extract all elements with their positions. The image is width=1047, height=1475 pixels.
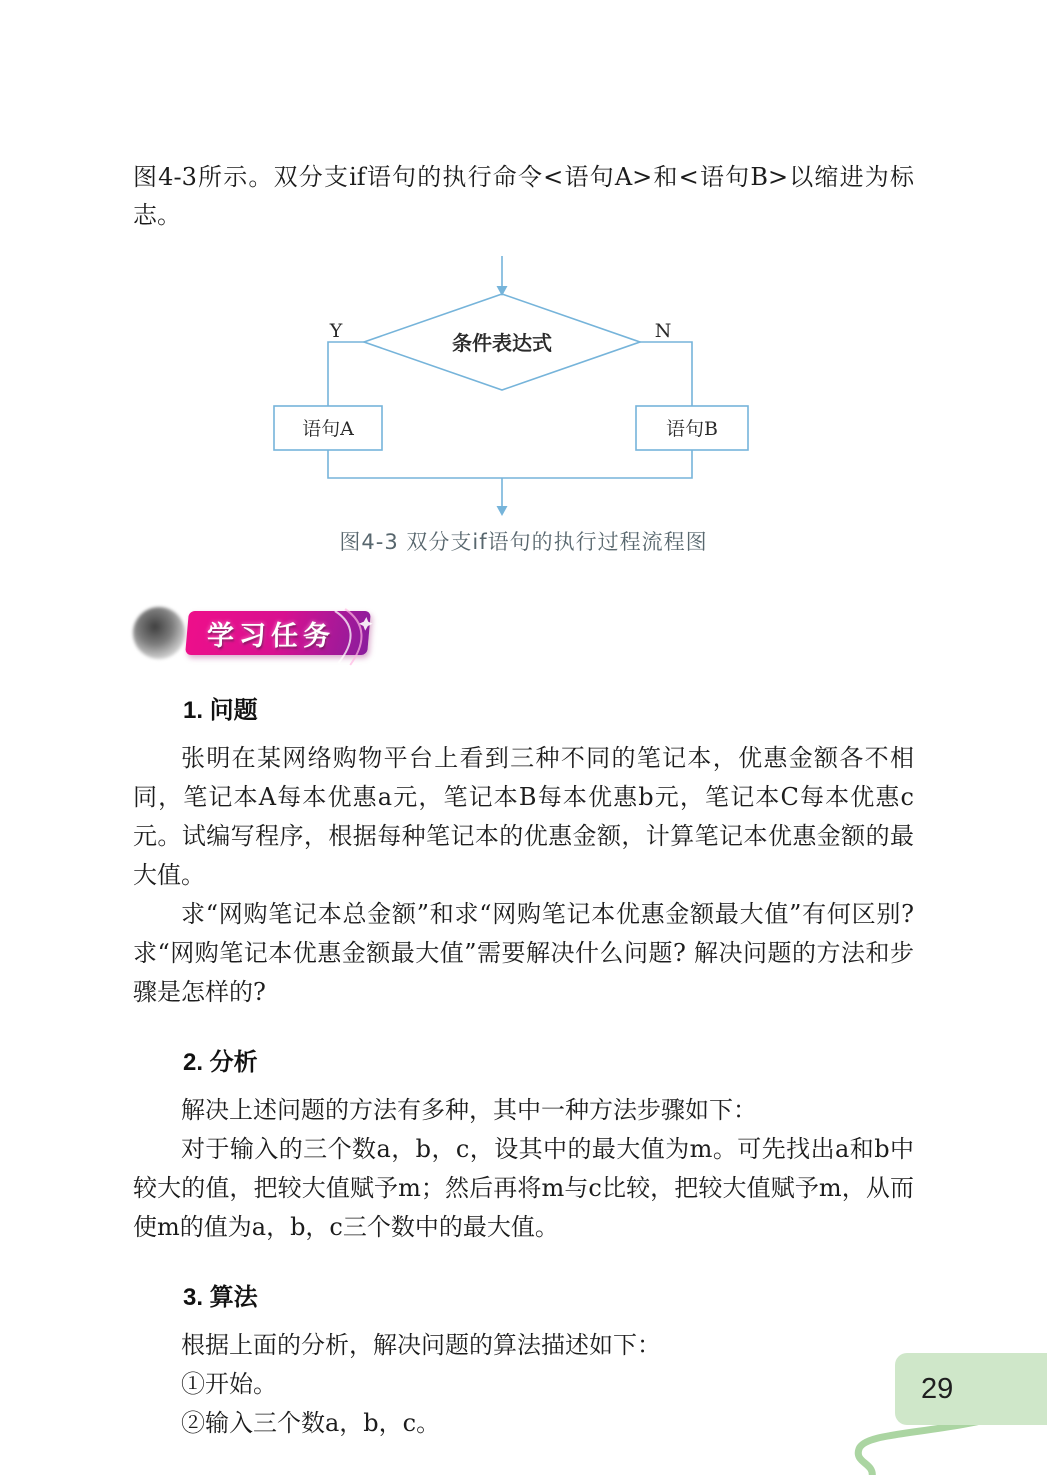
algorithm-paragraph-1: 根据上面的分析，解决问题的算法描述如下：	[181, 1331, 661, 1359]
task-banner	[133, 606, 914, 660]
flowchart	[262, 254, 786, 522]
intro-text: 图4-3所示。双分支if语句的执行命令<语句A>和<语句B>以缩进为标志。	[133, 163, 914, 229]
figure-caption: 图4-3 双分支if语句的执行过程流程图	[339, 530, 708, 554]
section-heading-analysis: 2. 分析	[183, 1049, 258, 1076]
task-banner-box	[185, 611, 371, 655]
section-heading-problem: 1. 问题	[183, 697, 258, 724]
section-heading-algorithm: 3. 算法	[183, 1284, 258, 1311]
condition-label: 条件表达式	[451, 331, 552, 355]
analysis-paragraph-1: 解决上述问题的方法有多种，其中一种方法步骤如下：	[181, 1096, 757, 1124]
branch-yes-label: Y	[329, 320, 342, 342]
statement-b-label: 语句B	[665, 418, 718, 440]
algorithm-step-1: ①开始。	[181, 1370, 277, 1398]
task-banner-label: 学习任务	[207, 620, 335, 651]
page-number: 29	[921, 1372, 954, 1405]
banner-swirl-icon	[324, 607, 377, 667]
page-number-tab	[895, 1353, 1047, 1425]
problem-paragraph-1: 张明在某网络购物平台上看到三种不同的笔记本，优惠金额各不相同，笔记本A每本优惠a元，笔记本B每本优惠b元，笔记本C每本优惠c元。试编写程序，根据每种笔记本的优惠金额，计算笔记本优惠金额的最大值。	[133, 744, 914, 889]
analysis-paragraph-2: 对于输入的三个数a，b，c，设其中的最大值为m。可先找出a和b中较大的值，把较大值赋予m；然后再将m与c比较，把较大值赋予m，从而使m的值为a，b，c三个数中的最大值。	[133, 1135, 914, 1241]
banner-sphere-decoration	[133, 607, 185, 659]
algorithm-step-2: ②输入三个数a，b，c。	[181, 1409, 441, 1437]
flowchart-diagram	[262, 254, 786, 522]
branch-no-label: N	[654, 320, 671, 342]
statement-a-label: 语句A	[301, 418, 354, 440]
flowchart-lines	[274, 256, 748, 506]
textbook-page-content	[133, 158, 914, 1443]
problem-paragraph-2: 求“网购笔记本总金额”和求“网购笔记本优惠金额最大值”有何区别? 求“网购笔记本优惠金额最大值”需要解决什么问题? 解决问题的方法和步骤是怎样的?	[133, 900, 914, 1006]
